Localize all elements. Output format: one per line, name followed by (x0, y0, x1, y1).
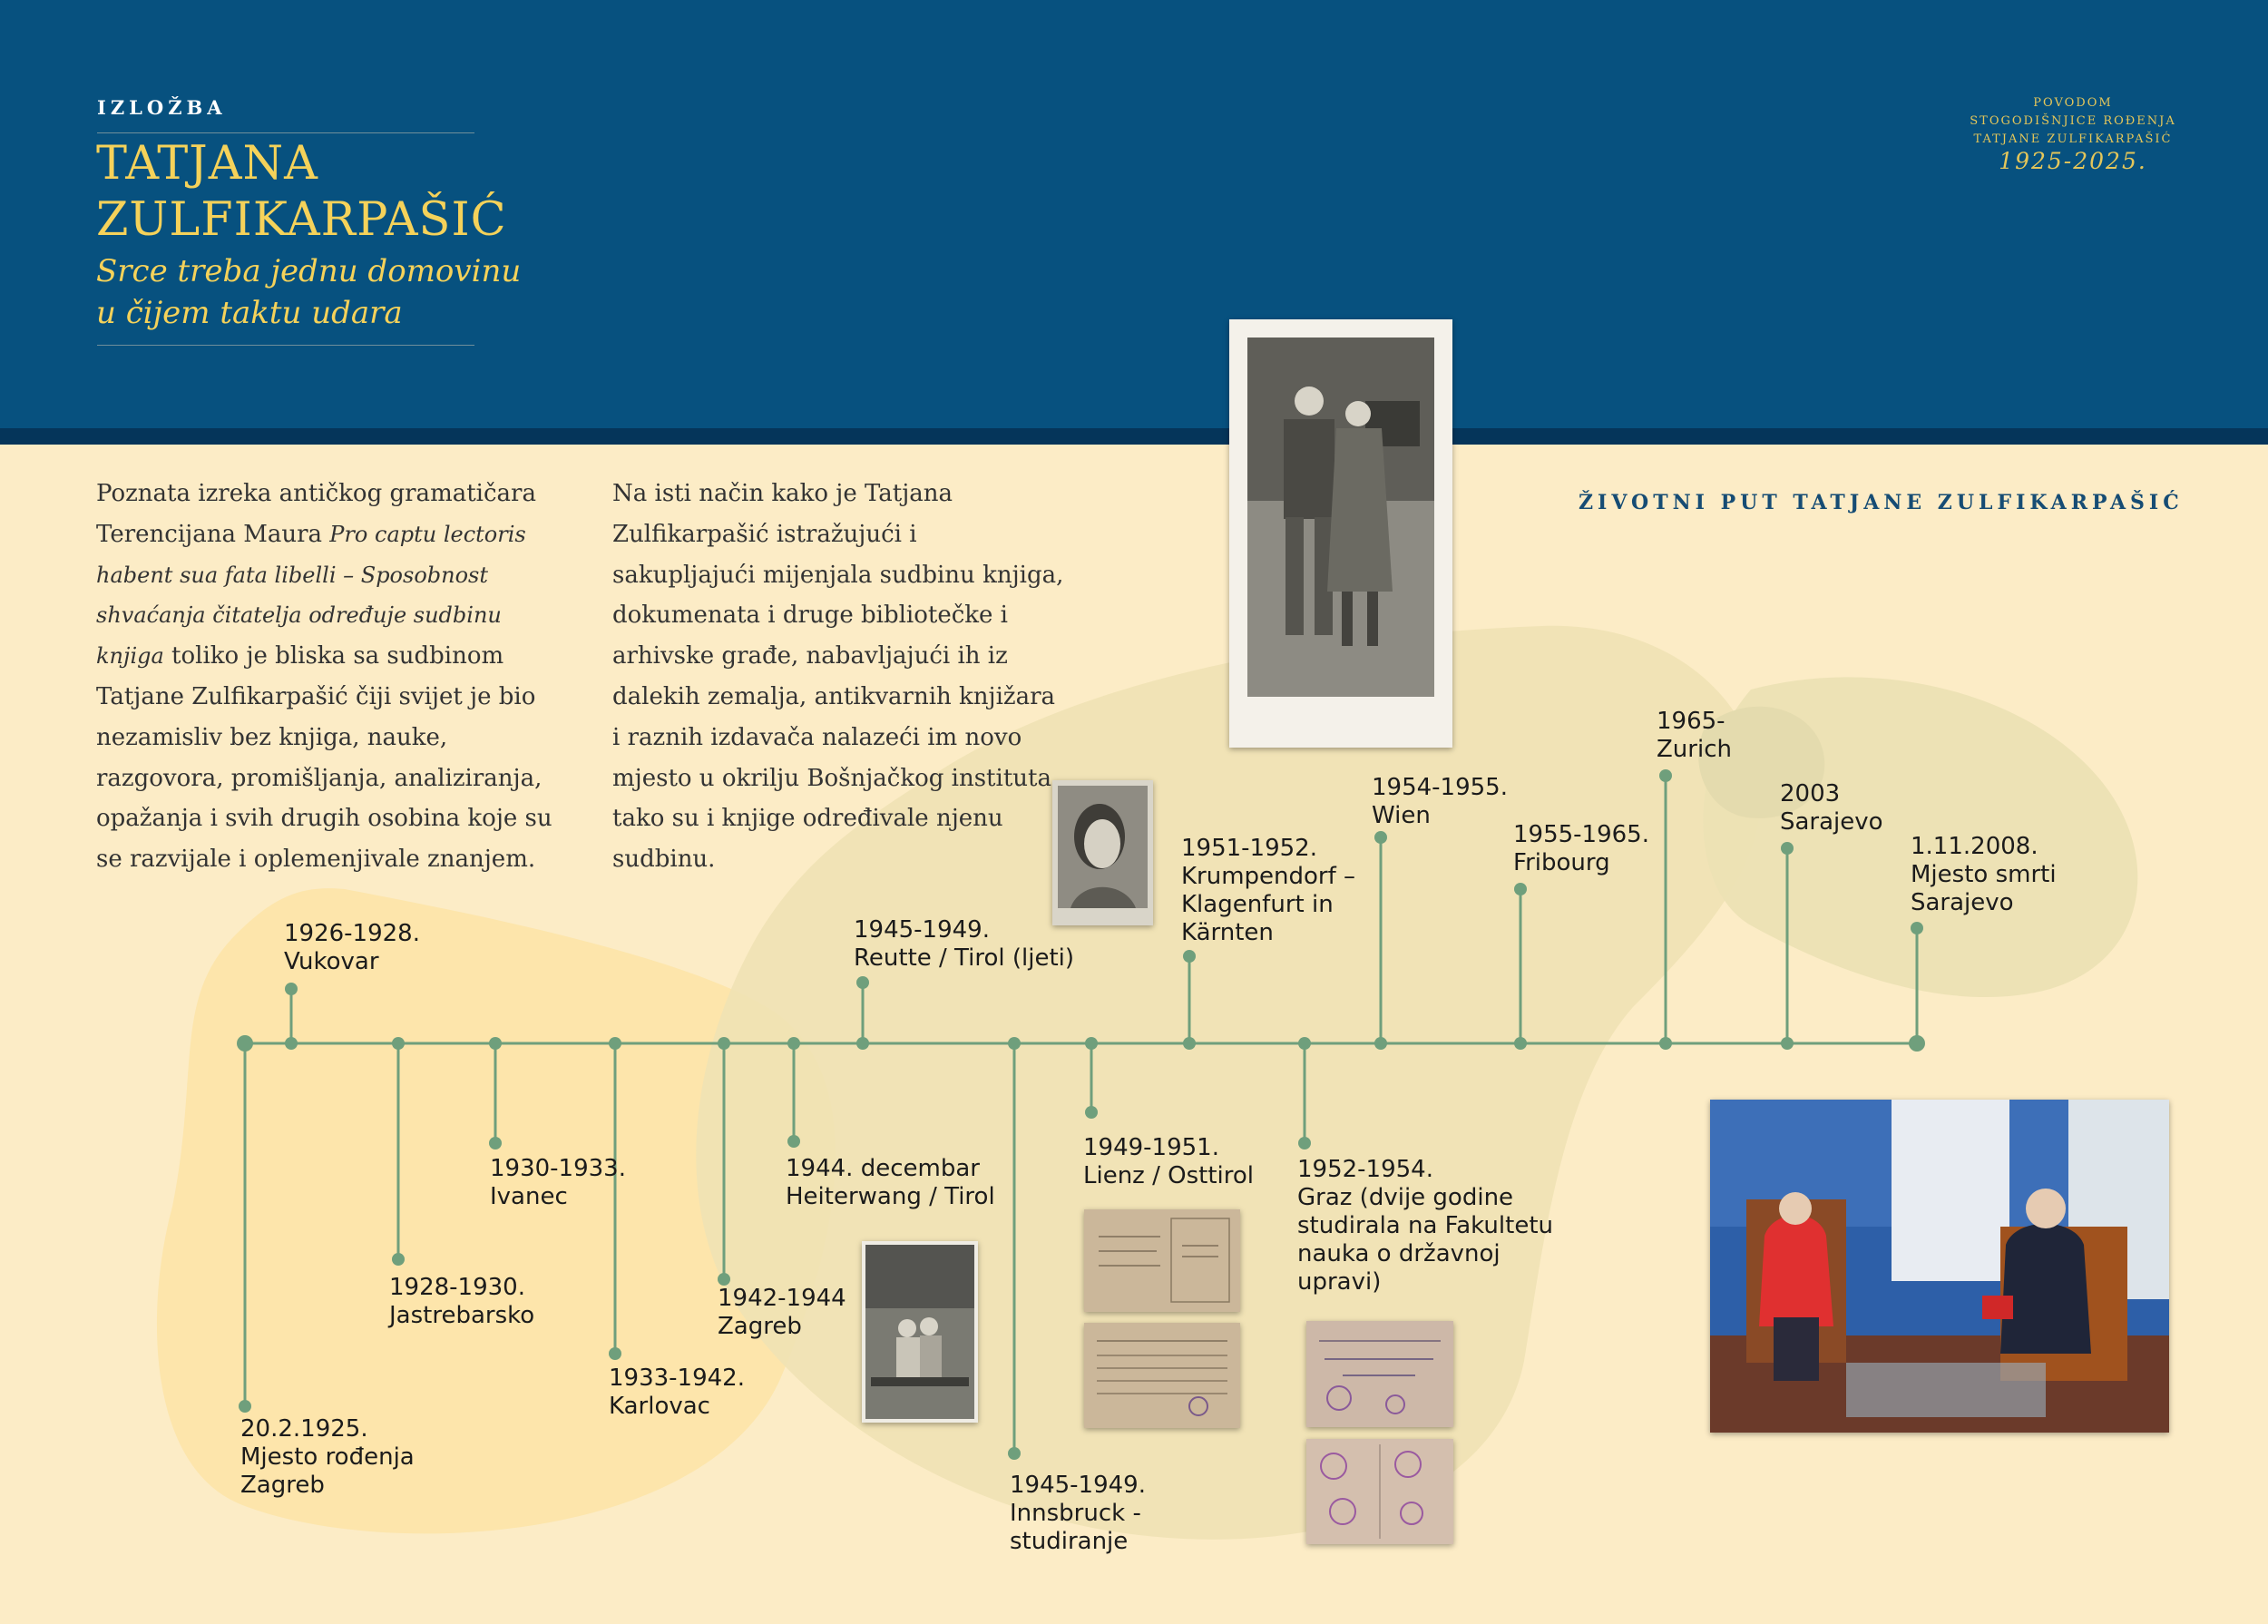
event-1954: 1954-1955. Wien (1372, 774, 1508, 829)
event-1933: 1933-1942. Karlovac (609, 1365, 745, 1420)
exhibition-eyebrow: IZLOŽBA (97, 96, 227, 119)
timeline-title: ŽIVOTNI PUT TATJANE ZULFIKARPAŠIĆ (1579, 491, 2184, 514)
event-1928: 1928-1930. Jastrebarsko (389, 1274, 535, 1329)
event-1930: 1930-1933. Ivanec (490, 1155, 626, 1210)
event-1944: 1944. decembar Heiterwang / Tirol (786, 1155, 995, 1210)
event-1945-reutte: 1945-1949. Reutte / Tirol (ljeti) (854, 916, 1075, 972)
document-residence-form (1084, 1323, 1240, 1428)
latin-quote: Pro captu lectoris habent sua fata libelli – Sposobnost shvaćanja čitatelja određuje sudbinu knjiga (96, 521, 526, 670)
photo-outdoor-group (862, 1241, 978, 1423)
event-1926: 1926-1928. Vukovar (284, 920, 420, 975)
exhibition-title: TATJANA ZULFIKARPAŠIĆ (96, 137, 507, 247)
timeline-end-dot (1909, 1035, 1925, 1052)
intro-paragraph-2: Na isti način kako je Tatjana Zulfikarpašić istražujući i sakupljajući mijenjala sudbinu knjiga, dokumenata i druge bibliotečke i arhivske građe, nabavljajući ih iz dalekih zemalja, antikvarnih knjižara i raznih izdavača nalazeći im novo mjesto u okrilju Bošnjačkog instituta tako su i knjige određivale njenu sudbinu. (612, 480, 1064, 874)
intro-text-a: Poznata izreka antičkog gramatičara Terencijana Maura (96, 480, 536, 548)
photo-couple-vintage (1229, 319, 1452, 748)
intro-text-b: toliko je bliska sa sudbinom Tatjane Zulfikarpašić čiji svijet je bio nezamisliv bez knjiga, nauke, razgovora, promišljanja, analiziranja, opažanja i svih drugih osobina koje su se razvijale i oplemenjivale znanjem. (96, 642, 552, 874)
document-certificate-residence (1084, 1209, 1240, 1312)
document-study-record (1306, 1321, 1453, 1427)
centenary-years: 1925-2025. (1999, 148, 2147, 174)
photo-elderly-couple (1710, 1100, 2169, 1433)
photo-portrait (1052, 780, 1153, 925)
event-1965: 1965- Zurich (1657, 708, 1732, 763)
event-1949: 1949-1951. Lienz / Osttirol (1083, 1134, 1254, 1189)
event-2003: 2003 Sarajevo (1780, 780, 1883, 836)
event-1951: 1951-1952. Krumpendorf – Klagenfurt in Kärnten (1181, 835, 1356, 946)
document-stamped-page (1306, 1439, 1453, 1544)
event-1942: 1942-1944 Zagreb (718, 1285, 846, 1340)
timeline-start-dot (237, 1035, 253, 1052)
event-1945-innsbruck: 1945-1949. Innsbruck - studiranje (1010, 1472, 1146, 1555)
event-1952: 1952-1954. Graz (dvije godine studirala na Fakultetu nauka o državnoj upravi) (1297, 1156, 1553, 1296)
exhibition-subtitle: Srce treba jednu domovinu u čijem taktu udara (96, 253, 522, 331)
event-2008: 1.11.2008. Mjesto smrti Sarajevo (1911, 833, 2057, 916)
centenary-text: POVODOM STOGODIŠNJICE ROĐENJA TATJANE ZULFIKARPAŠIĆ (1970, 96, 2176, 146)
event-1955: 1955-1965. Fribourg (1513, 821, 1649, 876)
event-1925: 20.2.1925. Mjesto rođenja Zagreb (240, 1415, 415, 1499)
